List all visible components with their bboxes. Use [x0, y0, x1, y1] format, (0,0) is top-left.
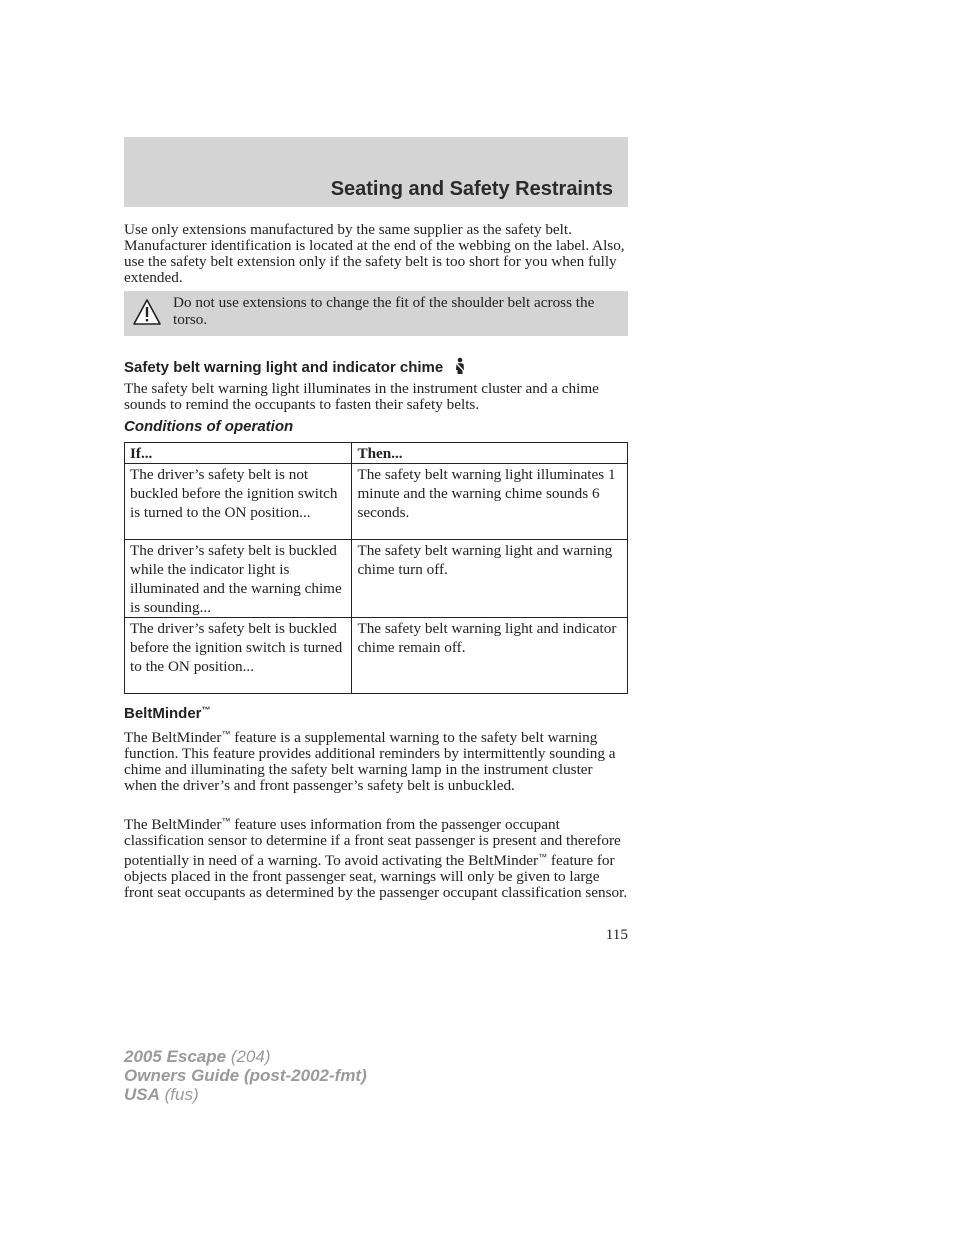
table-row	[125, 618, 628, 694]
table-row	[125, 540, 628, 618]
beltminder-text: feature uses information from the passenger occupant classification sensor to determine if a front seat passenger is present and therefore potentially in need of a warning. To avoid activating the BeltMinder	[124, 816, 621, 869]
condition-cell: The driver’s safety belt is not buckled before the ignition switch is turned to the ON position...	[125, 464, 352, 540]
result-cell: The safety belt warning light and warning chime turn off.	[352, 540, 628, 618]
table-header-row	[125, 443, 628, 464]
condition-cell: The driver’s safety belt is buckled before the ignition switch is turned to the ON position...	[125, 618, 352, 694]
footer-model: 2005 Escape	[124, 1047, 227, 1066]
page-title: Seating and Safety Restraints	[330, 178, 613, 200]
footer-line-guide	[124, 1066, 367, 1085]
footer-market: USA	[124, 1085, 160, 1104]
conditions-table	[124, 442, 628, 694]
column-header-if: If...	[125, 443, 352, 464]
footer-model-code: (204)	[226, 1047, 271, 1066]
beltminder-text: feature for objects placed in the front passenger seat, warnings will only be given to large front seat occupants as determined by the passenger occupant classification sensor.	[124, 852, 628, 901]
section-heading-text: Safety belt warning light and indicator chime	[124, 359, 444, 376]
footer-market-code: (fus)	[159, 1085, 199, 1104]
beltminder-text: The BeltMinder	[124, 729, 222, 746]
section-body: The safety belt warning light illuminates in the instrument cluster and a chime sounds to remind the occupants to fasten their safety belts.	[124, 380, 599, 413]
beltminder-text: The BeltMinder	[124, 816, 222, 833]
warning-triangle-icon	[132, 298, 162, 326]
document-footer	[124, 1047, 367, 1104]
trademark-symbol: ™	[201, 705, 211, 715]
conditions-heading: Conditions of operation	[124, 418, 294, 435]
beltminder-paragraph-1	[124, 726, 628, 794]
trademark-symbol: ™	[221, 729, 231, 739]
beltminder-heading-text: BeltMinder	[124, 705, 202, 722]
footer-guide: Owners Guide (post-2002-fmt)	[124, 1066, 367, 1085]
footer-line-market	[124, 1085, 367, 1104]
section-heading-warning-light	[124, 357, 469, 376]
table-row	[125, 464, 628, 540]
trademark-symbol: ™	[538, 852, 548, 862]
warning-text: Do not use extensions to change the fit of the shoulder belt across the torso.	[173, 294, 595, 328]
beltminder-text: feature is a supplemental warning to the safety belt warning function. This feature provides additional reminders by intermittently sounding a chime and illuminating the safety belt warning lamp in the instrument cluster when the driver’s and front passenger’s safety belt is unbuckled.	[124, 729, 616, 794]
warning-box	[124, 291, 628, 336]
column-header-then: Then...	[352, 443, 628, 464]
result-cell: The safety belt warning light and indicator chime remain off.	[352, 618, 628, 694]
beltminder-paragraph-2	[124, 813, 628, 901]
intro-paragraph: Use only extensions manufactured by the same supplier as the safety belt. Manufacturer identification is located at the end of the webbing on the label. Also, use the safety belt extension only if the safety belt is too short for you when fully extended.	[124, 221, 625, 286]
trademark-symbol: ™	[221, 816, 231, 826]
condition-cell: The driver’s safety belt is buckled while the indicator light is illuminated and the warning chime is sounding...	[125, 540, 352, 618]
result-cell: The safety belt warning light illuminates 1 minute and the warning chime sounds 6 seconds.	[352, 464, 628, 540]
page-number: 115	[605, 926, 628, 943]
beltminder-heading	[124, 705, 211, 722]
section-header-band	[124, 137, 628, 207]
footer-line-model	[124, 1047, 367, 1066]
seatbelt-icon	[451, 357, 469, 375]
